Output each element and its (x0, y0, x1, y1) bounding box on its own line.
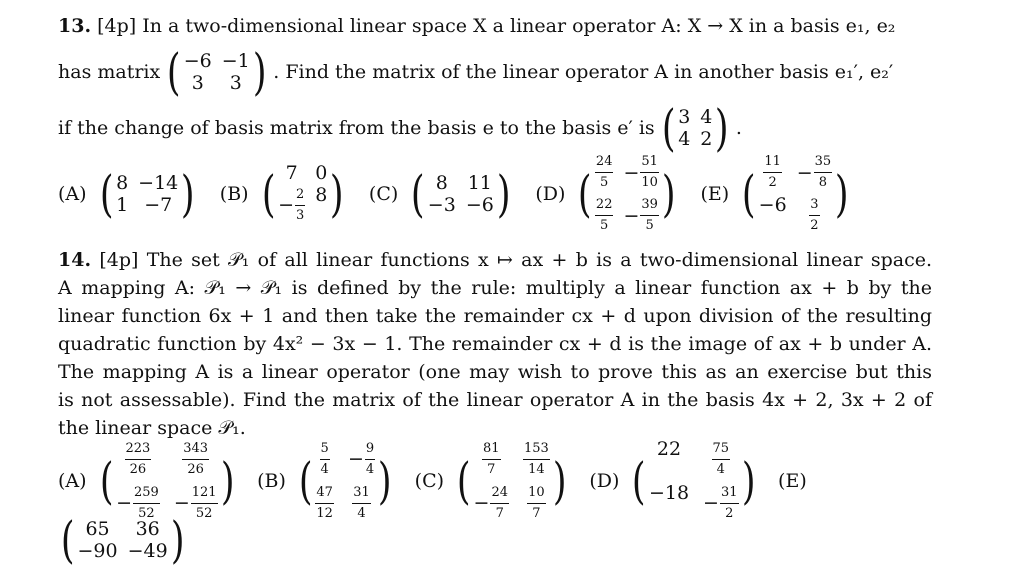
q13-option-C-label[interactable]: (C) (368, 183, 399, 205)
q14-option-C-label[interactable]: (C) (414, 470, 445, 492)
q13-option-E-label[interactable]: (E) (700, 183, 730, 205)
q13-options (58, 154, 852, 233)
q13-text-3a: if the change of basis matrix from the basis e to the basis e′ is (58, 117, 655, 139)
q14-line-1 (58, 248, 932, 272)
q14-text-1: The set 𝒫₁ of all linear functions x ↦ ax + b is a two-dimensional linear space. (146, 249, 932, 271)
q13-option-C-matrix: ( 8 11 −3 −6 ) (411, 165, 511, 223)
q14-option-B-label[interactable]: (B) (257, 470, 286, 492)
q14-option-E-label[interactable]: (E) (778, 470, 807, 492)
q14-options (58, 437, 809, 521)
q13-option-D-label[interactable]: (D) (535, 183, 566, 205)
q14-option-A-label[interactable]: (A) (58, 470, 87, 492)
q13-text-3b: . (735, 117, 742, 139)
q13-option-A-matrix: ( 8 −14 1 −7 ) (99, 165, 195, 223)
q14-option-E-row (58, 512, 187, 568)
q13-option-A-label[interactable]: (A) (58, 183, 87, 205)
q13-change-matrix: ( 3 4 4 2 ) (661, 99, 729, 157)
q14-number: 14. (58, 249, 92, 271)
q13-option-B-matrix: ( 7 0 − 2 3 8 ) (261, 161, 344, 223)
q13-option-D-matrix: ( 24 5 − 51 10 22 5 − 39 5 ) (578, 154, 676, 233)
q13-text-2b: . Find the matrix of the linear operator A in another basis e₁′, e₂′ (273, 61, 894, 83)
q14-option-D-label[interactable]: (D) (589, 470, 620, 492)
q13-line-2 (58, 43, 894, 101)
q14-option-E-matrix: ( 65 36 −90 −49 ) (60, 511, 185, 569)
q13-points: [4p] (97, 15, 137, 37)
q14-line-2: A mapping A: 𝒫₁ → 𝒫₁ is defined by the rule: multiply a linear function ax + b by the (58, 277, 932, 299)
q13-number: 13. (58, 15, 92, 37)
q14-line-5: The mapping A is a linear operator (one may wish to prove this as an exercise but this (58, 361, 932, 383)
q14-points: [4p] (99, 249, 139, 271)
q13-option-B-label[interactable]: (B) (219, 183, 249, 205)
q13-line-1 (58, 14, 895, 38)
q14-line-4: quadratic function by 4x² − 3x − 1. The remainder cx + d is the image of ax + b under A. (58, 333, 932, 355)
q14-option-C-matrix: ( 81 7 153 14 − 24 7 10 7 ) (456, 440, 567, 521)
q13-option-E-matrix: ( 11 2 − 35 8 −6 3 2 ) (742, 154, 849, 233)
q14-line-7: the linear space 𝒫₁. (58, 417, 246, 439)
q13-matrix-A: ( −6 −1 3 3 ) (167, 43, 267, 101)
q13-text-1: In a two-dimensional linear space X a linear operator A: X → X in a basis e₁, e₂ (142, 15, 896, 37)
q13-line-3 (58, 99, 742, 157)
q13-text-2a: has matrix (58, 61, 161, 83)
q14-option-D-matrix: ( 22 75 4 −18 − 31 2 ) (632, 437, 756, 521)
q14-option-A-matrix: ( 223 26 343 26 − 259 52 − 121 52 ) (99, 440, 235, 521)
q14-option-B-matrix: ( 5 4 − 9 4 47 12 31 4 ) (298, 440, 392, 521)
q14-line-3: linear function 6x + 1 and then take the remainder cx + d upon division of the resulting (58, 305, 932, 327)
q14-line-6: is not assessable). Find the matrix of the linear operator A in the basis 4x + 2, 3x + 2 of (58, 389, 932, 411)
